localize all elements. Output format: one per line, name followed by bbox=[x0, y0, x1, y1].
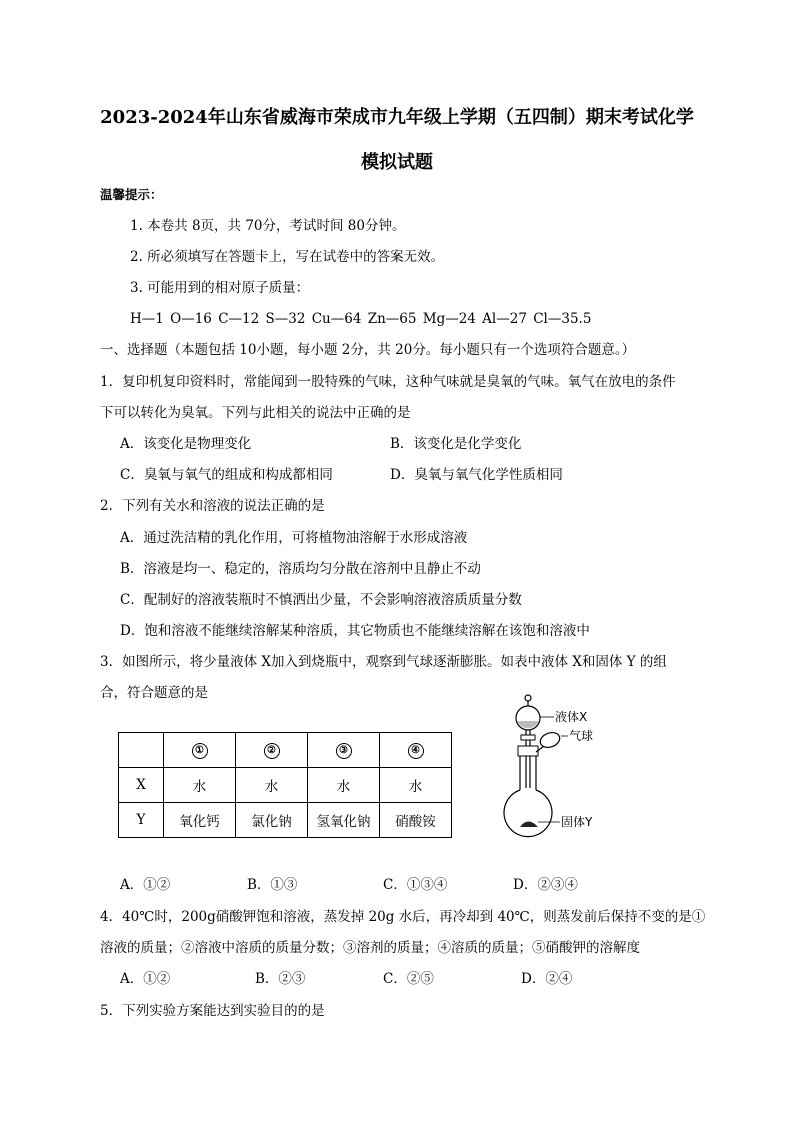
q3-option-d: D．②③④ bbox=[513, 877, 578, 893]
table-cell: 氧化钙 bbox=[164, 803, 236, 838]
q3-table bbox=[118, 732, 452, 838]
section-heading: 一、选择题（本题包括 10小题，每小题 2分，共 20分。每小题只有一个选项符合题意。） bbox=[100, 342, 636, 358]
q4-option-d: D．②④ bbox=[521, 971, 573, 987]
table-cell: ③ bbox=[308, 733, 380, 768]
q2-option-b: B．溶液是均一、稳定的，溶质均匀分散在溶剂中且静止不动 bbox=[120, 561, 481, 577]
table-cell: 水 bbox=[236, 768, 308, 803]
table-cell: 水 bbox=[380, 768, 452, 803]
q1-option-d: D．臭氧与氧气化学性质相同 bbox=[390, 467, 563, 483]
table-cell: 硝酸铵 bbox=[380, 803, 452, 838]
q4-option-a: A．①② bbox=[120, 971, 171, 987]
q4-stem-1: 4．40℃时，200g硝酸钾饱和溶液，蒸发掉 20g 水后，再冷却到 40℃，则蒸发前后保持不变的是① bbox=[100, 909, 706, 925]
q1-stem-1: 1．复印机复印资料时，常能闻到一股特殊的气味，这种气味就是臭氧的气味。氧气在放电的条件 bbox=[100, 374, 676, 390]
table-row bbox=[119, 803, 452, 838]
tip-item: 2. 所必须填写在答题卡上，写在试卷中的答案无效。 bbox=[130, 249, 445, 265]
q1-option-b: B．该变化是化学变化 bbox=[390, 436, 522, 452]
table-cell bbox=[119, 733, 164, 768]
atomic-masses: H—1 O—16 C—12 S—32 Cu—64 Zn—65 Mg—24 Al—27 Cl—35.5 bbox=[130, 311, 592, 327]
tip-item: 3. 可能用到的相对原子质量： bbox=[130, 280, 310, 296]
q3-option-c: C．①③④ bbox=[383, 877, 448, 893]
q3-option-b: B．①③ bbox=[247, 877, 298, 893]
title-line-1: 2023-2024年山东省威海市荣成市九年级上学期（五四制）期末考试化学 bbox=[100, 107, 694, 128]
table-cell: X bbox=[119, 768, 164, 803]
table-cell: 水 bbox=[308, 768, 380, 803]
flask-icon bbox=[504, 790, 552, 837]
tips-heading: 温馨提示： bbox=[100, 187, 163, 202]
tip-item: 1. 本卷共 8页，共 70分，考试时间 80分钟。 bbox=[130, 218, 406, 234]
q2-option-d: D．饱和溶液不能继续溶解某种溶质，其它物质也不能继续溶解在该饱和溶液中 bbox=[120, 623, 590, 639]
table-cell: 水 bbox=[164, 768, 236, 803]
q2-option-a: A．通过洗洁精的乳化作用，可将植物油溶解于水形成溶液 bbox=[120, 530, 468, 546]
solid-pile-icon bbox=[520, 822, 538, 828]
table-cell: ④ bbox=[380, 733, 452, 768]
table-cell: ② bbox=[236, 733, 308, 768]
table-cell: Y bbox=[119, 803, 164, 838]
flask-apparatus-figure bbox=[484, 690, 624, 840]
table-cell: 氯化钠 bbox=[236, 803, 308, 838]
q3-option-a: A．①② bbox=[120, 877, 171, 893]
q1-option-c: C．臭氧与氧气的组成和构成都相同 bbox=[120, 467, 333, 483]
q4-stem-2: 溶液的质量；②溶液中溶质的质量分数；③溶剂的质量；④溶质的质量；⑤硝酸钾的溶解度 bbox=[100, 940, 640, 956]
figure-label-liquid: 液体X bbox=[555, 710, 588, 724]
q2-option-c: C．配制好的溶液装瓶时不慎洒出少量，不会影响溶液溶质质量分数 bbox=[120, 592, 522, 608]
table-cell: 氢氧化钠 bbox=[308, 803, 380, 838]
figure-label-solid: 固体Y bbox=[561, 815, 593, 829]
q3-stem-2: 合，符合题意的是 bbox=[100, 685, 208, 701]
q3-stem-1: 3．如图所示，将少量液体 X加入到烧瓶中，观察到气球逐渐膨胀。如表中液体 X和固体 Y 的组 bbox=[100, 654, 667, 670]
stopper-icon bbox=[525, 695, 531, 701]
q1-stem-2: 下可以转化为臭氧。下列与此相关的说法中正确的是 bbox=[100, 405, 411, 421]
figure-label-balloon: 气球 bbox=[569, 729, 594, 743]
table-cell: ① bbox=[164, 733, 236, 768]
q5-stem: 5．下列实验方案能达到实验目的的是 bbox=[100, 1003, 325, 1019]
table-row bbox=[119, 768, 452, 803]
q2-stem: 2．下列有关水和溶液的说法正确的是 bbox=[100, 498, 325, 514]
q4-option-c: C．②⑤ bbox=[383, 971, 434, 987]
title-line-2: 模拟试题 bbox=[361, 152, 433, 173]
table-row bbox=[119, 733, 452, 768]
q4-option-b: B．②③ bbox=[255, 971, 306, 987]
q1-option-a: A．该变化是物理变化 bbox=[120, 436, 252, 452]
